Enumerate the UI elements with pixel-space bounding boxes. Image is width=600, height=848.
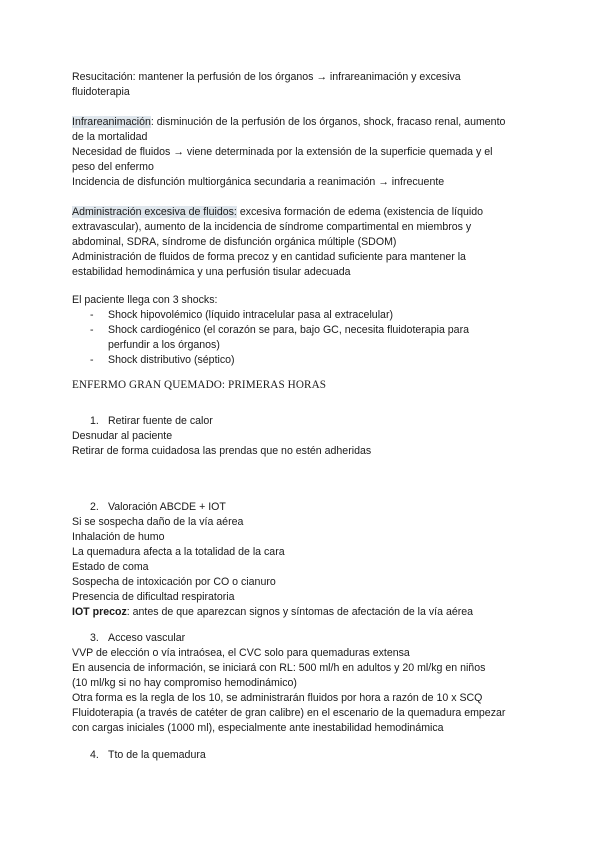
text-line: de la mortalidad	[72, 131, 148, 143]
text-line: Incidencia de disfunción multiorgánica secundaria a reanimación → infrecuente	[72, 176, 445, 188]
text-line: Sospecha de intoxicación por CO o cianuro	[72, 576, 276, 588]
text-line: con cargas iniciales (1000 ml), especialmente ante inestabilidad hemodinámica	[72, 722, 444, 734]
text-line: (10 ml/kg si no hay compromiso hemodinámico)	[72, 677, 297, 689]
highlighted-term: Infrareanimación	[72, 116, 151, 128]
text-line: La quemadura afecta a la totalidad de la cara	[72, 546, 285, 558]
definition-text: : antes de que aparezcan signos y síntomas de afectación de la vía aérea	[126, 606, 474, 618]
list-item-continuation: perfundir a los órganos)	[108, 339, 220, 351]
text-line: Administración de fluidos de forma precoz y en cantidad suficiente para mantener la	[72, 251, 466, 263]
text-line: Resucitación: mantener la perfusión de los órganos → infrareanimación y excesiva	[72, 71, 461, 83]
text-line: Inhalación de humo	[72, 531, 165, 543]
text-line: Si se sospecha daño de la vía aérea	[72, 516, 244, 528]
step-number: 4.	[90, 749, 99, 761]
list-bullet: -	[90, 324, 94, 336]
list-bullet: -	[90, 354, 94, 366]
resucitacion-paragraph	[72, 70, 532, 100]
exceso-paragraph	[72, 205, 532, 280]
text-line	[72, 115, 532, 130]
text-line: estabilidad hemodinámica y una perfusión tisular adecuada	[72, 266, 351, 278]
step-2-body	[72, 515, 532, 620]
section-heading: ENFERMO GRAN QUEMADO: PRIMERAS HORAS	[72, 379, 327, 391]
text-line: Otra forma es la regla de los 10, se administrarán fluidos por hora a razón de 10 x SCQ	[72, 692, 483, 704]
step-1-body	[72, 429, 532, 459]
list-item: Shock distributivo (séptico)	[108, 354, 235, 366]
text-line: Desnudar al paciente	[72, 430, 173, 442]
highlighted-term: Administración excesiva de fluidos:	[72, 206, 237, 218]
step-title: Acceso vascular	[108, 632, 186, 644]
step-title: Tto de la quemadura	[108, 749, 206, 761]
text-line: Necesidad de fluidos → viene determinada por la extensión de la superficie quemada y el	[72, 146, 493, 158]
text-line: VVP de elección o vía intraósea, el CVC solo para quemaduras extensa	[72, 647, 410, 659]
list-item: Shock cardiogénico (el corazón se para, bajo GC, necesita fluidoterapia para	[108, 324, 469, 336]
text-line: Retirar de forma cuidadosa las prendas que no estén adheridas	[72, 445, 372, 457]
list-item: Shock hipovolémico (líquido intracelular pasa al extracelular)	[108, 309, 393, 321]
text-line: fluidoterapia	[72, 86, 130, 98]
text-line: Presencia de dificultad respiratoria	[72, 591, 235, 603]
text-line: abdominal, SDRA, síndrome de disfunción orgánica múltiple (SDOM)	[72, 236, 397, 248]
step-number: 1.	[90, 415, 99, 427]
step-number: 3.	[90, 632, 99, 644]
shocks-intro: El paciente llega con 3 shocks:	[72, 294, 218, 306]
text-line: peso del enfermo	[72, 161, 154, 173]
text-line: En ausencia de información, se iniciará con RL: 500 ml/h en adultos y 20 ml/kg en niños	[72, 662, 486, 674]
text-line: Estado de coma	[72, 561, 149, 573]
list-bullet: -	[90, 309, 94, 321]
text-line: extravascular), aumento de la incidencia de síndrome compartimental en miembros y	[72, 221, 472, 233]
step-number: 2.	[90, 501, 99, 513]
bold-term: IOT precoz	[72, 606, 127, 618]
step-3-body	[72, 646, 532, 736]
text-line	[72, 205, 532, 220]
step-title: Retirar fuente de calor	[108, 415, 213, 427]
infrareanimacion-paragraph	[72, 115, 532, 190]
definition-text: excesiva formación de edema (existencia de líquido	[236, 206, 484, 218]
text-line	[72, 605, 532, 620]
definition-text: : disminución de la perfusión de los órganos, shock, fracaso renal, aumento	[150, 116, 506, 128]
step-title: Valoración ABCDE + IOT	[108, 501, 226, 513]
text-line: Fluidoterapia (a través de catéter de gran calibre) en el escenario de la quemadura empezar	[72, 707, 506, 719]
